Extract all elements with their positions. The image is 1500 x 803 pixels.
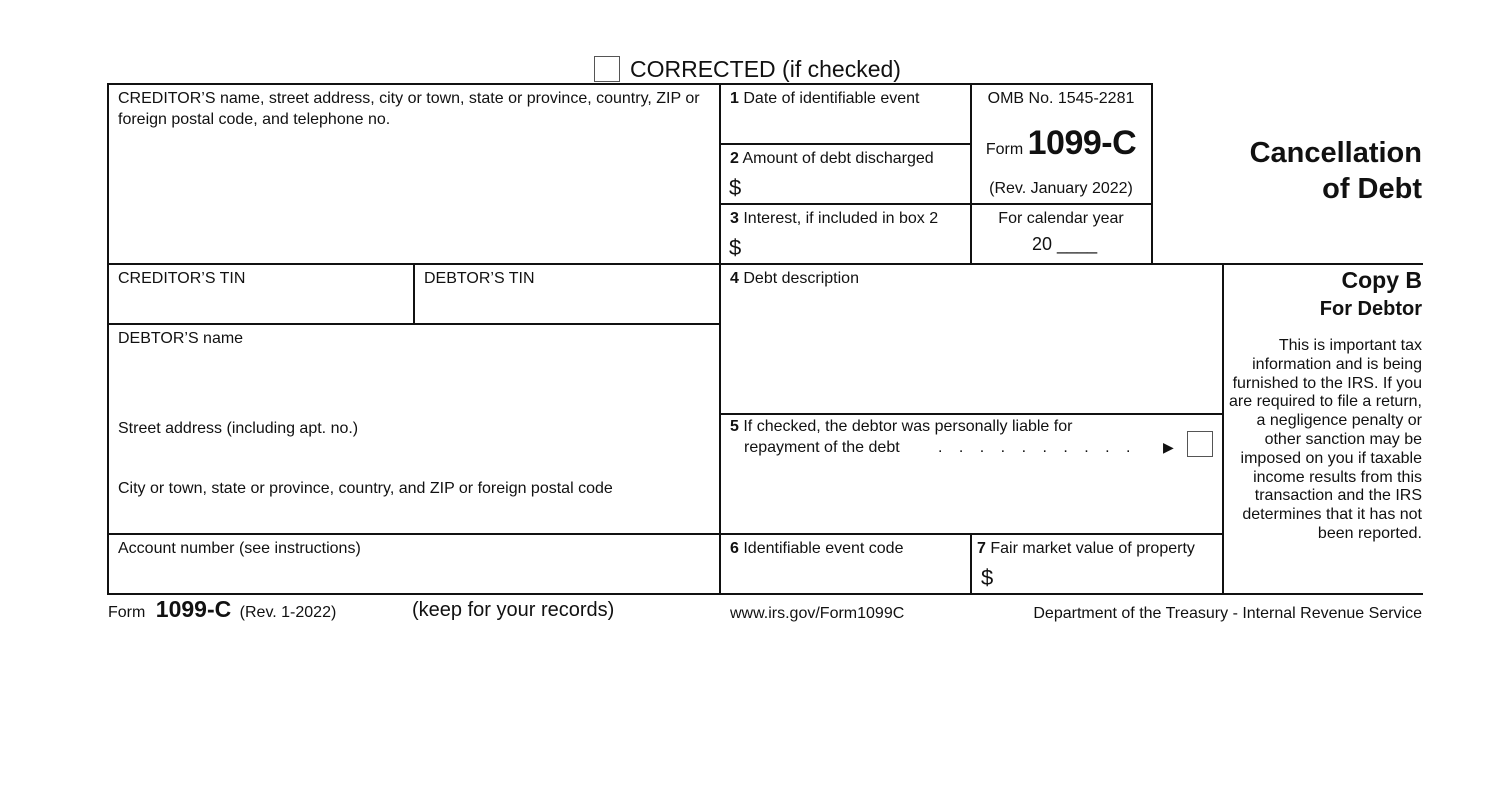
copy-subtitle: For Debtor	[1319, 298, 1422, 320]
omb-column-left	[970, 83, 972, 264]
form-top-border	[107, 83, 1153, 85]
footer-form-id	[108, 596, 336, 623]
city-label: City or town, state or province, country, and ZIP or foreign postal code	[118, 480, 613, 497]
box3-text: Interest, if included in box 2	[743, 210, 939, 227]
box3-dollar-sign: $	[729, 235, 742, 260]
box6-divider	[970, 533, 972, 594]
box5-arrow: ▶	[1163, 439, 1174, 455]
street-address-label: Street address (including apt. no.)	[118, 420, 359, 437]
box2-number: 2	[730, 150, 739, 167]
box3-number: 3	[730, 210, 739, 227]
omb-number: OMB No. 1545-2281	[987, 90, 1135, 107]
footer-department: Department of the Treasury - Internal Revenue Service	[1033, 605, 1422, 622]
address-bottom	[108, 533, 1223, 535]
calendar-year	[1032, 234, 1097, 255]
box5-line1: If checked, the debtor was personally liable for	[743, 418, 1073, 435]
box1-number: 1	[730, 90, 739, 107]
form-id	[971, 124, 1151, 163]
box5-leader-dots: . . . . . . . . . .	[938, 439, 1137, 456]
calendar-year-label: For calendar year	[998, 210, 1124, 227]
box5-line2: repayment of the debt	[744, 439, 900, 456]
year-blank[interactable]: ____	[1057, 234, 1098, 254]
footer-form-word: Form	[108, 604, 146, 621]
box2-label	[730, 148, 934, 169]
creditor-tin-label: CREDITOR’S TIN	[118, 270, 246, 287]
box2-dollar-sign: $	[729, 175, 742, 200]
omb-column-right	[1151, 83, 1153, 264]
box7-text: Fair market value of property	[990, 540, 1195, 557]
footer-keep-records: (keep for your records)	[412, 599, 615, 621]
box5-checkbox[interactable]	[1187, 431, 1213, 457]
footer-url[interactable]: www.irs.gov/Form1099C	[730, 605, 905, 622]
row-divider-main	[107, 263, 1423, 265]
box6-label	[730, 538, 903, 559]
tin-bottom	[108, 323, 720, 325]
creditor-name-label: CREDITOR’S name, street address, city or town, state or province, country, ZIP or foreign postal code, and telephone no.	[118, 90, 700, 128]
box2-text: Amount of debt discharged	[742, 150, 934, 167]
title-line2: of Debt	[1322, 173, 1422, 205]
box5-label	[730, 416, 1072, 437]
copy-notice: This is important tax information and is being furnished to the IRS. If you are required to file a return, a negligence penalty or other sanction may be imposed on you if taxable income results from this transaction and the IRS determines that it has not been reported.	[1229, 337, 1422, 542]
box4-label	[730, 268, 859, 289]
debtor-name-label: DEBTOR’S name	[118, 330, 244, 347]
box2-bottom	[720, 203, 1152, 205]
box1-bottom	[720, 143, 971, 145]
copy-title: Copy B	[1341, 267, 1422, 293]
tin-divider	[413, 263, 415, 324]
box6-number: 6	[730, 540, 739, 557]
year-prefix: 20	[1032, 234, 1053, 254]
box7-number: 7	[977, 540, 986, 557]
form-title	[1250, 135, 1422, 207]
box3-label	[730, 208, 938, 229]
box4-bottom	[720, 413, 1223, 415]
debtor-tin-label: DEBTOR’S TIN	[424, 270, 535, 287]
box4-number: 4	[730, 270, 739, 287]
corrected-label: CORRECTED (if checked)	[630, 56, 901, 82]
corrected-checkbox[interactable]	[594, 56, 620, 82]
box1-label	[730, 88, 919, 109]
form-left-border	[107, 83, 109, 595]
form-word: Form	[985, 141, 1024, 158]
box7-label	[977, 538, 1195, 559]
footer-form-number: 1099-C	[155, 596, 232, 622]
box1-text: Date of identifiable event	[743, 90, 920, 107]
title-line1: Cancellation	[1249, 137, 1422, 169]
box6-text: Identifiable event code	[743, 540, 904, 557]
account-number-label: Account number (see instructions)	[118, 540, 361, 557]
footer-revision: (Rev. 1-2022)	[239, 604, 337, 621]
center-divider	[719, 83, 721, 595]
form-number: 1099-C	[1027, 124, 1137, 162]
box7-dollar-sign: $	[981, 565, 994, 590]
box4-text: Debt description	[743, 270, 859, 287]
form-bottom-border	[107, 593, 1423, 595]
form-revision: (Rev. January 2022)	[989, 180, 1133, 197]
copy-column-left	[1222, 263, 1224, 594]
box5-number: 5	[730, 418, 739, 435]
